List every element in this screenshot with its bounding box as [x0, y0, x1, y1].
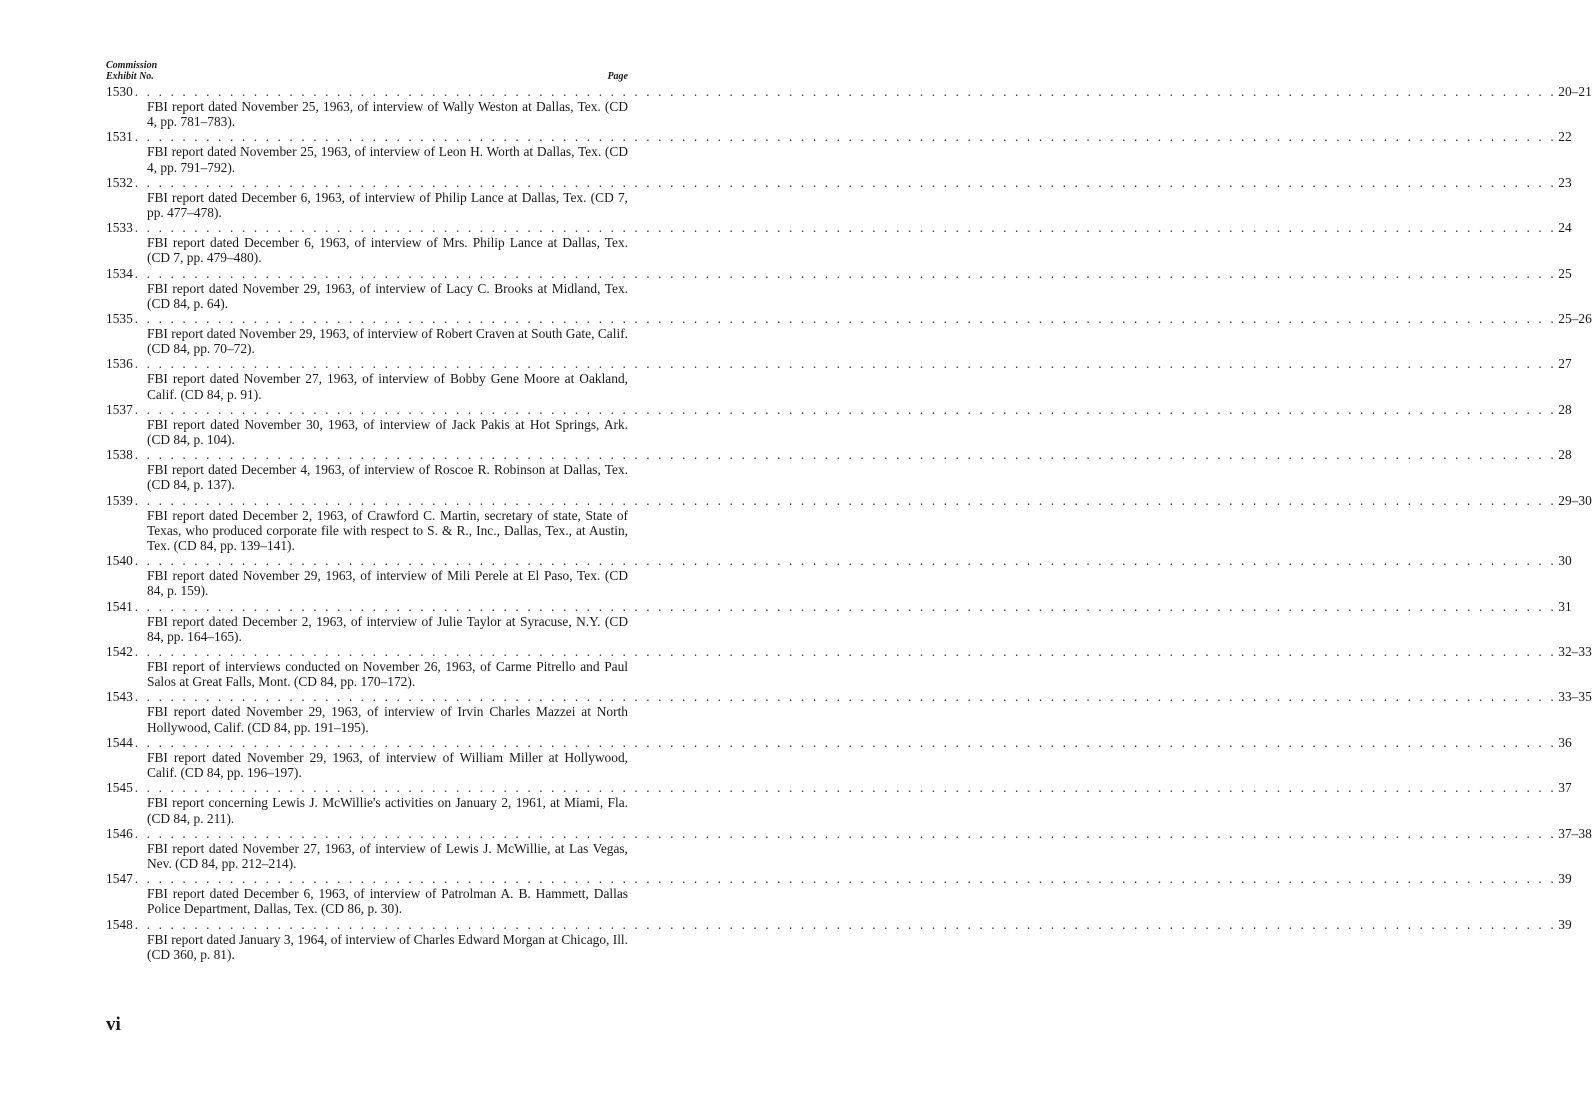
page-reference: 22: [1558, 129, 1572, 145]
entry-heading-line: [106, 220, 1572, 236]
page-reference: 28: [1558, 401, 1572, 417]
exhibit-number: 1547: [106, 871, 133, 887]
column-headers: [106, 58, 628, 84]
exhibit-number: 1540: [106, 553, 133, 569]
exhibit-description: FBI report concerning Lewis J. McWillie's activities on January 2, 1961, at Miami, Fla. (CD 84, p. 211).: [147, 795, 628, 826]
entry-heading-line: [106, 780, 1572, 796]
page-numeral: vi: [106, 1014, 121, 1035]
dot-leader: . . . . . . . . . . . . . . . . . . . . . . . . . . . . . . . . . . . . . . . . . . . . . . . . . . . . . . . . . . . . . . . . . . . . . . . . . . . . . . . . . . . . . . . . . . . . . . . . . . . . . . . . . . . . . . . . . . . . . . . .: [134, 401, 1557, 417]
exhibit-description: FBI report dated December 6, 1963, of interview of Patrolman A. B. Hammett, Dallas Police Department, Dallas, Tex. (CD 86, p. 30).: [147, 886, 628, 917]
page-reference: 30: [1558, 553, 1572, 569]
exhibit-entry: [106, 598, 1572, 644]
page-reference: 27: [1558, 356, 1572, 372]
exhibit-description: FBI report dated November 27, 1963, of interview of Lewis J. McWillie, at Las Vegas, Nev. (CD 84, pp. 212–214).: [147, 840, 628, 871]
entry-heading-line: [106, 825, 1592, 841]
dot-leader: . . . . . . . . . . . . . . . . . . . . . . . . . . . . . . . . . . . . . . . . . . . . . . . . . . . . . . . . . . . . . . . . . . . . . . . . . . . . . . . . . . . . . . . . . . . . . . . . . . . . . . . . . . . . . . . . . . . . . . . .: [134, 220, 1557, 236]
entry-heading-line: [106, 553, 1572, 569]
dot-leader: . . . . . . . . . . . . . . . . . . . . . . . . . . . . . . . . . . . . . . . . . . . . . . . . . . . . . . . . . . . . . . . . . . . . . . . . . . . . . . . . . . . . . . . . . . . . . . . . . . . . . . . . . . . . . . . . . . . . . . . .: [134, 492, 1557, 508]
entry-heading-line: [106, 174, 1572, 190]
exhibit-description: FBI report dated November 30, 1963, of interview of Jack Pakis at Hot Springs, Ark. (CD 84, p. 104).: [147, 416, 628, 448]
exhibit-entry: [106, 780, 1572, 826]
exhibit-number: 1535: [106, 311, 133, 327]
page-reference: 25: [1558, 265, 1572, 281]
exhibit-number: 1542: [106, 644, 133, 660]
dot-leader: . . . . . . . . . . . . . . . . . . . . . . . . . . . . . . . . . . . . . . . . . . . . . . . . . . . . . . . . . . . . . . . . . . . . . . . . . . . . . . . . . . . . . . . . . . . . . . . . . . . . . . . . . . . . . . . . . . . . . . . .: [134, 598, 1557, 614]
dot-leader: . . . . . . . . . . . . . . . . . . . . . . . . . . . . . . . . . . . . . . . . . . . . . . . . . . . . . . . . . . . . . . . . . . . . . . . . . . . . . . . . . . . . . . . . . . . . . . . . . . . . . . . . . . . . . . . . . . . . . . . .: [134, 644, 1557, 660]
dot-leader: . . . . . . . . . . . . . . . . . . . . . . . . . . . . . . . . . . . . . . . . . . . . . . . . . . . . . . . . . . . . . . . . . . . . . . . . . . . . . . . . . . . . . . . . . . . . . . . . . . . . . . . . . . . . . . . . . . . . . . . .: [134, 356, 1557, 372]
page-reference: 29–30: [1558, 492, 1592, 508]
exhibit-description: FBI report dated November 29, 1963, of interview of Irvin Charles Mazzei at North Hollywood, Calif. (CD 84, pp. 191–195).: [147, 704, 628, 735]
exhibit-entry: [106, 220, 1572, 266]
page-column-header: Page: [607, 71, 628, 82]
exhibit-entry: [106, 401, 1572, 448]
exhibit-number: 1541: [106, 598, 133, 614]
exhibit-number: 1531: [106, 129, 133, 145]
exhibit-header-line1: Commission: [106, 60, 158, 71]
exhibit-entry: [106, 916, 1572, 962]
dot-leader: . . . . . . . . . . . . . . . . . . . . . . . . . . . . . . . . . . . . . . . . . . . . . . . . . . . . . . . . . . . . . . . . . . . . . . . . . . . . . . . . . . . . . . . . . . . . . . . . . . . . . . . . . . . . . . . . . . . . . . . .: [134, 129, 1557, 145]
page-reference: 23: [1558, 174, 1572, 190]
page-reference: 39: [1558, 916, 1572, 932]
exhibit-number: 1532: [106, 174, 133, 190]
exhibit-list: [106, 84, 1592, 962]
entry-heading-line: [106, 401, 1572, 417]
exhibit-entry: [106, 825, 1592, 871]
exhibit-description: FBI report dated December 4, 1963, of interview of Roscoe R. Robinson at Dallas, Tex. (CD 84, p. 137).: [147, 462, 628, 493]
dot-leader: . . . . . . . . . . . . . . . . . . . . . . . . . . . . . . . . . . . . . . . . . . . . . . . . . . . . . . . . . . . . . . . . . . . . . . . . . . . . . . . . . . . . . . . . . . . . . . . . . . . . . . . . . . . . . . . . . . . . . . . .: [134, 447, 1557, 463]
exhibit-number: 1544: [106, 734, 133, 750]
page-reference: 32–33: [1558, 644, 1592, 660]
exhibit-description: FBI report dated November 25, 1963, of interview of Wally Weston at Dallas, Tex. (CD 4, pp. 781–783).: [147, 99, 628, 130]
entry-heading-line: [106, 598, 1572, 614]
page-reference: 37–38: [1558, 825, 1592, 841]
entry-heading-line: [106, 871, 1572, 887]
dot-leader: . . . . . . . . . . . . . . . . . . . . . . . . . . . . . . . . . . . . . . . . . . . . . . . . . . . . . . . . . . . . . . . . . . . . . . . . . . . . . . . . . . . . . . . . . . . . . . . . . . . . . . . . . . . . . . . . . . . . . . . .: [134, 84, 1557, 99]
entry-heading-line: [106, 311, 1592, 327]
entry-heading-line: [106, 129, 1572, 145]
page-reference: 20–21: [1558, 84, 1592, 99]
dot-leader: . . . . . . . . . . . . . . . . . . . . . . . . . . . . . . . . . . . . . . . . . . . . . . . . . . . . . . . . . . . . . . . . . . . . . . . . . . . . . . . . . . . . . . . . . . . . . . . . . . . . . . . . . . . . . . . . . . . . . . . .: [134, 871, 1557, 887]
dot-leader: . . . . . . . . . . . . . . . . . . . . . . . . . . . . . . . . . . . . . . . . . . . . . . . . . . . . . . . . . . . . . . . . . . . . . . . . . . . . . . . . . . . . . . . . . . . . . . . . . . . . . . . . . . . . . . . . . . . . . . . .: [134, 553, 1557, 569]
exhibit-entry: [106, 356, 1572, 402]
dot-leader: . . . . . . . . . . . . . . . . . . . . . . . . . . . . . . . . . . . . . . . . . . . . . . . . . . . . . . . . . . . . . . . . . . . . . . . . . . . . . . . . . . . . . . . . . . . . . . . . . . . . . . . . . . . . . . . . . . . . . . . .: [134, 311, 1557, 327]
exhibit-entry: [106, 644, 1592, 690]
dot-leader: . . . . . . . . . . . . . . . . . . . . . . . . . . . . . . . . . . . . . . . . . . . . . . . . . . . . . . . . . . . . . . . . . . . . . . . . . . . . . . . . . . . . . . . . . . . . . . . . . . . . . . . . . . . . . . . . . . . . . . . .: [134, 825, 1557, 841]
exhibit-description: FBI report dated December 6, 1963, of interview of Mrs. Philip Lance at Dallas, Tex. (CD 7, pp. 479–480).: [147, 235, 628, 266]
entry-heading-line: [106, 644, 1592, 660]
exhibit-number: 1536: [106, 356, 133, 372]
exhibit-description: FBI report dated December 2, 1963, of Crawford C. Martin, secretary of state, State of Texas, who produced corporate file with respect to S. & R., Inc., Dallas, Tex., at Austin, Tex. (CD 84, pp. 139–141).: [147, 507, 628, 554]
exhibit-description: FBI report dated December 6, 1963, of interview of Philip Lance at Dallas, Tex. (CD 7, pp. 477–478).: [147, 189, 628, 221]
exhibit-number: 1538: [106, 447, 133, 463]
exhibit-description: FBI report dated January 3, 1964, of interview of Charles Edward Morgan at Chicago, Ill. (CD 360, p. 81).: [147, 931, 628, 962]
exhibit-number: 1548: [106, 916, 133, 932]
exhibit-entry: [106, 871, 1572, 917]
dot-leader: . . . . . . . . . . . . . . . . . . . . . . . . . . . . . . . . . . . . . . . . . . . . . . . . . . . . . . . . . . . . . . . . . . . . . . . . . . . . . . . . . . . . . . . . . . . . . . . . . . . . . . . . . . . . . . . . . . . . . . . .: [134, 689, 1557, 705]
exhibit-entry: [106, 492, 1592, 554]
entry-heading-line: [106, 492, 1592, 508]
exhibit-description: FBI report dated November 27, 1963, of interview of Bobby Gene Moore at Oakland, Calif. (CD 84, p. 91).: [147, 371, 628, 402]
page-reference: 37: [1558, 780, 1572, 796]
exhibit-number: 1530: [106, 84, 133, 99]
exhibit-description: FBI report dated November 25, 1963, of interview of Leon H. Worth at Dallas, Tex. (CD 4, pp. 791–792).: [147, 144, 628, 175]
page-reference: 33–35: [1558, 689, 1592, 705]
exhibit-entry: [106, 129, 1572, 175]
exhibit-description: FBI report dated December 2, 1963, of interview of Julie Taylor at Syracuse, N.Y. (CD 84, pp. 164–165).: [147, 613, 628, 644]
exhibit-entry: [106, 447, 1572, 493]
exhibit-description: FBI report dated November 29, 1963, of interview of Robert Craven at South Gate, Calif. (CD 84, pp. 70–72).: [147, 326, 628, 357]
entry-heading-line: [106, 265, 1572, 281]
page-reference: 36: [1558, 734, 1572, 750]
entry-heading-line: [106, 916, 1572, 932]
exhibit-entry: [106, 174, 1572, 221]
exhibit-description: FBI report dated November 29, 1963, of interview of William Miller at Hollywood, Calif. (CD 84, pp. 196–197).: [147, 749, 628, 781]
exhibit-description: FBI report dated November 29, 1963, of interview of Mili Perele at El Paso, Tex. (CD 84, p. 159).: [147, 568, 628, 599]
exhibit-description: FBI report of interviews conducted on November 26, 1963, of Carme Pitrello and Paul Salos at Great Falls, Mont. (CD 84, pp. 170–172).: [147, 659, 628, 690]
exhibit-number: 1534: [106, 265, 133, 281]
page-reference: 31: [1558, 598, 1572, 614]
exhibit-number: 1545: [106, 780, 133, 796]
page-reference: 24: [1558, 220, 1572, 236]
exhibit-number: 1539: [106, 492, 133, 508]
page-reference: 28: [1558, 447, 1572, 463]
dot-leader: . . . . . . . . . . . . . . . . . . . . . . . . . . . . . . . . . . . . . . . . . . . . . . . . . . . . . . . . . . . . . . . . . . . . . . . . . . . . . . . . . . . . . . . . . . . . . . . . . . . . . . . . . . . . . . . . . . . . . . . .: [134, 780, 1557, 796]
exhibit-number: 1537: [106, 401, 133, 417]
index-page: [106, 58, 1592, 962]
exhibit-number: 1543: [106, 689, 133, 705]
dot-leader: . . . . . . . . . . . . . . . . . . . . . . . . . . . . . . . . . . . . . . . . . . . . . . . . . . . . . . . . . . . . . . . . . . . . . . . . . . . . . . . . . . . . . . . . . . . . . . . . . . . . . . . . . . . . . . . . . . . . . . . .: [134, 265, 1557, 281]
page-reference: 25–26: [1558, 311, 1592, 327]
exhibit-column-header: [106, 61, 157, 82]
exhibit-number: 1533: [106, 220, 133, 236]
exhibit-entry: [106, 265, 1572, 311]
exhibit-number: 1546: [106, 825, 133, 841]
dot-leader: . . . . . . . . . . . . . . . . . . . . . . . . . . . . . . . . . . . . . . . . . . . . . . . . . . . . . . . . . . . . . . . . . . . . . . . . . . . . . . . . . . . . . . . . . . . . . . . . . . . . . . . . . . . . . . . . . . . . . . . .: [134, 734, 1557, 750]
dot-leader: . . . . . . . . . . . . . . . . . . . . . . . . . . . . . . . . . . . . . . . . . . . . . . . . . . . . . . . . . . . . . . . . . . . . . . . . . . . . . . . . . . . . . . . . . . . . . . . . . . . . . . . . . . . . . . . . . . . . . . . .: [134, 916, 1557, 932]
entry-heading-line: [106, 734, 1572, 750]
entry-heading-line: [106, 689, 1592, 705]
exhibit-description: FBI report dated November 29, 1963, of interview of Lacy C. Brooks at Midland, Tex. (CD 84, p. 64).: [147, 280, 628, 311]
entry-heading-line: [106, 447, 1572, 463]
entry-heading-line: [106, 84, 1592, 99]
exhibit-header-line2: Exhibit No.: [106, 70, 154, 82]
entry-heading-line: [106, 356, 1572, 372]
page-reference: 39: [1558, 871, 1572, 887]
dot-leader: . . . . . . . . . . . . . . . . . . . . . . . . . . . . . . . . . . . . . . . . . . . . . . . . . . . . . . . . . . . . . . . . . . . . . . . . . . . . . . . . . . . . . . . . . . . . . . . . . . . . . . . . . . . . . . . . . . . . . . . .: [134, 174, 1557, 190]
exhibit-entry: [106, 84, 1592, 130]
exhibit-entry: [106, 689, 1592, 735]
exhibit-entry: [106, 553, 1572, 599]
exhibit-entry: [106, 311, 1592, 357]
exhibit-entry: [106, 734, 1572, 781]
